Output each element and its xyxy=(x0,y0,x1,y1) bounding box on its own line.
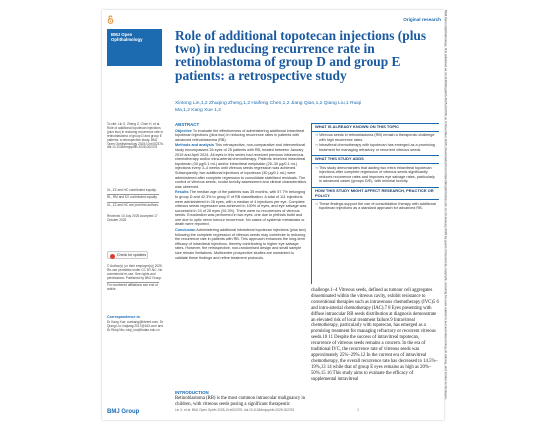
correspondence-emails[interactable]: Dr Kang Xue; xuekang@fdeent.com, Dr Qiang Liu; liuqiang.2017@163.com and xyxy=(107,319,164,328)
contribution-notes xyxy=(107,189,165,208)
journal-badge xyxy=(107,29,162,66)
adds-heading: WHAT THIS STUDY ADDS xyxy=(312,155,439,164)
list-item: ⇒ Vitreous seeds in retinoblastoma (RB) remain a therapeutic challenge with high recurrence rates. xyxy=(315,133,436,142)
contribution-note: RL, RM and KX contributed equally. xyxy=(107,195,158,200)
citation-note: To cite: Lin X, Zheng Z, Chen H, et al. Role of additional topotecan injections (plus two) in reducing recurrence rate in retinoblastoma of group D and group E patients: a retrospective study. BMJ Open Ophthalmology 2025;10:e002376. doi:10.1136/bmjophth-2025-002376 xyxy=(107,122,164,150)
label-conclusion: Conclusion xyxy=(175,228,196,233)
article-authors[interactable]: Xintong Lin,1,2 Zhuqing Zheng,1,2 Haifeng Chen,1,2 Jiang Qian,1,2 Qiang Liu,1 Ruiqi Ma,1,2 Kang Xue 1,2 xyxy=(175,101,362,113)
page-footer xyxy=(175,408,359,412)
correspondence-emails[interactable]: Dr Ruiqi Ma; ruiqi_ma@fudan.edu.cn xyxy=(107,327,160,332)
text-objective: To evaluate the effectiveness of administering additional intravitreal topotecan injections (plus two) in reducing recurrence rates in patients with advanced retinoblastoma (RB). xyxy=(175,128,305,142)
known-list xyxy=(312,133,439,155)
abstract xyxy=(175,123,307,261)
label-objective: Objective xyxy=(175,128,192,133)
introduction-heading: INTRODUCTION xyxy=(175,390,209,395)
label-results: Results xyxy=(175,190,189,195)
article-title: Role of additional topotecan injections (plus two) in reducing recurrence rate in retinoblastoma of group D and group E patients: a retrospective study xyxy=(175,28,427,83)
abstract-conclusion xyxy=(175,228,307,260)
adds-list xyxy=(312,166,439,187)
vertical-download-note: BMJ Open Ophthalmology: first published as 10.1136/bmjophth-2025-002376 on 3 November 2025. Downloaded from https://bmjophth.bmj.com on 15 January 2026 by guest. Protected by copyright, including for uses related to text and data mining, AI training, and similar technologies. xyxy=(444,10,448,400)
known-heading: WHAT IS ALREADY KNOWN ON THIS TOPIC xyxy=(312,123,439,132)
journal-name-line-2: Ophthalmology xyxy=(111,37,143,43)
correspondence-title: Correspondence to xyxy=(107,315,140,319)
open-access-icon xyxy=(107,15,114,24)
body-text-right-column: challenge.1–4 Vitreous seeds, defined as tumour cell aggregates disseminated within the vitreous cavity, exhibit resistance to conventional therapies such as intravenous chemotherapy (IVC)5 6 and intra-arterial chemotherapy (IAC).7 8 Eyes presenting with diffuse intraocular RB seeds distribution at diagnosis demonstrate an elevated risk of local treatment failure.9 Intravitreal chemotherapy, particularly with topotecan, has emerged as a promising treatment for managing refractory or recurrent vitreous seeds.10 11 Despite the success of intravitreal topotecan, recurrence of vitreous seeds remains a concern. In the era of traditional IVC, the recurrence rate of vitreous seeds was approximately 25%–29%.12 In the current era of intravitreal chemotherapy, the overall recurrence rate has decreased to 14.5%–19%,13 14 while that of group E eyes remains as high as 20%–50%.15 16 This study aims to evaluate the efficacy of supplemental intravitreal xyxy=(311,288,439,382)
copyright-text: © Author(s) (or their employer(s)) 2025. Re-use permitted under CC BY-NC. No commercial re-use. See rights and permissions. Published by BMJ Group. xyxy=(107,264,163,280)
affiliations-note: For numbered affiliations see end of article. xyxy=(107,283,158,291)
affect-list xyxy=(312,202,439,214)
contribution-note: XL, ZZ and HC contributed equally. xyxy=(107,188,157,192)
correspondence xyxy=(107,316,165,333)
affect-heading: HOW THIS STUDY MIGHT AFFECT RESEARCH, PRACTICE OR POLICY xyxy=(312,187,439,200)
license-note xyxy=(107,265,165,292)
introduction-text: Retinoblastoma (RB) is the most common intraocular malignancy in children, with vitreous seeds posing a significant therapeutic xyxy=(175,396,306,407)
text-conclusion: Administering additional intravitreal topotecan injections (plus two) following the complete regression of vitreous seeds may contribute to reducing the recurrence rate in patients with RB. This approach enhances the long-term efficacy of intravitreal injections, thereby contributing to higher eye salvage rates. However, the retrospective, non-randomised design and small sample size remain limitations. Multicentre prospective studies are warranted to validate these findings and refine treatment protocols. xyxy=(175,228,306,260)
abstract-objective xyxy=(175,129,307,143)
list-item: ⇒ Intravitreal chemotherapy with topotecan has emerged as a promising treatment for managing refractory or recurrent vitreous seeds. xyxy=(315,143,436,152)
list-item: ⇒ These findings support the use of consolidation therapy with additional topotecan injections as a standard approach for advanced RB. xyxy=(315,202,436,211)
journal-name-line-1: BMJ Open xyxy=(111,32,133,37)
text-results: The median age of the patients was 35 months, with 57.7% belonging to group D and 42.3% to group E of RB classification. A total of 111 injections were administered in 26 eyes, with a median of 4 injections per eye. Complete vitreous seeds regression was achieved in 100% of eyes, and eye salvage was successful in 24 of 26 eyes (92.3%). There were no recurrences of vitreous seeds. Enucleation was performed in two eyes: one due to phthisis bulbi and one due to optic nerve tumour recurrence. No cases of systemic metastasis or death were reported. xyxy=(175,190,307,227)
key-messages-box xyxy=(311,123,439,284)
footer-citation: Lin X, et al. BMJ Open Ophth 2025;10:e002376. doi:10.1136/bmjophth-2025-002376 xyxy=(175,408,295,412)
page-number: 1 xyxy=(357,408,359,412)
abstract-results xyxy=(175,190,307,227)
received-accepted-dates: Received 10 July 2025 Accepted 17 October 2025 xyxy=(107,214,158,222)
bmj-group-logo: BMJ Group xyxy=(107,409,140,415)
abstract-heading: ABSTRACT xyxy=(175,122,200,127)
check-for-updates-button[interactable] xyxy=(107,251,148,259)
list-item: ⇒ This study demonstrates that adding two extra intravitreal topotecan injections after complete regression of vitreous seeds significantly reduces recurrence rates and improves eye salvage rates, particularly in advanced cases (groups D/E), with minimal toxicity. xyxy=(315,166,436,184)
label-methods: Methods and analysis xyxy=(175,143,214,148)
abstract-methods xyxy=(175,143,307,189)
check-updates-label: Check for updates xyxy=(117,253,147,257)
article-page xyxy=(102,10,444,420)
crossmark-icon xyxy=(110,254,115,259)
text-methods: This retrospective, non-comparative and interventional study encompassed 26 eyes of 25 patients with RB, treated between January 2019 and April 2024. All eyes in this series had received previous intravenous chemotherapy and/or intra-arterial chemotherapy. Patients received intravitreal topotecan (30 μg/0.1 mL) and/or intravitreal melphalan (20–30 μg/0.1 mL) injections every 3–4 weeks until vitreous seeds regression was achieved. Subsequently, two additional injections of topotecan (30 μg/0.1 mL) were administered after complete regression to consolidate stabilised residuals. The control of vitreous seeds, ocular toxicity assessment and clinical characteristics was observed. xyxy=(175,143,307,189)
contribution-note: XL, ZZ and HC are joint first authors. xyxy=(107,202,159,207)
section-label: Original research xyxy=(403,17,441,22)
